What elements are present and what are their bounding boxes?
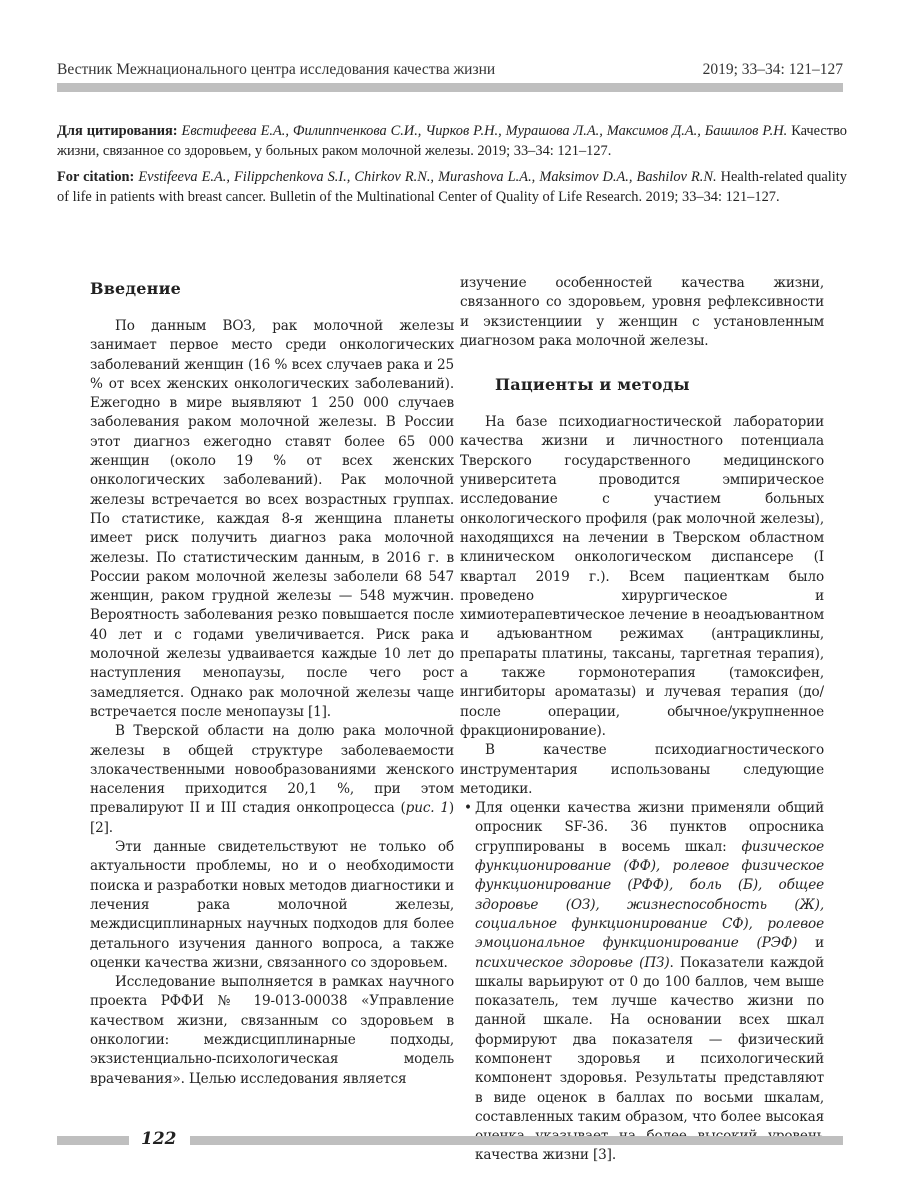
method-list — [460, 799, 824, 1166]
list-item — [460, 799, 824, 1166]
text-run: Для оценки качества жизни применяли общий опросник SF-36. 36 пунктов опросника сгруппированы в восемь шкал: — [475, 800, 824, 855]
citation-authors: Евстифеева Е.А., Филиппченкова С.И., Чирков Р.Н., Мурашова Л.А., Максимов Д.А., Башилов Р.Н. — [181, 123, 788, 139]
paragraph: В качестве психодиагностического инструментария использованы следующие методики. — [460, 742, 824, 797]
page-footer — [57, 1129, 843, 1153]
paragraph: На базе психодиагностической лаборатории качества жизни и личностного потенциала Тверского государственного медицинского университета проводится эмпирическое исследование с участием больных онкологического профиля (рак молочной железы), находящихся на лечении в Тверском областном клиническом онкологическом диспансере (I квартал 2019 г.). Всем пациенткам было проведено хирургическое и химиотерапевтическое лечение в неоадъювантном и адъювантном режимах (антрациклины, препараты платины, таксаны, таргетная терапия), а также гормонотерапия (тамоксифен, ингибиторы ароматазы) и лучевая терапия (до/после операции, обычное/укрупненное фракционирование). — [460, 414, 824, 739]
paragraph: Эти данные свидетельствуют не только об актуальности проблемы, но и о необходимости поиска и разработки новых методов диагностики и лечения рака молочной железы, междисциплинарных научных подходов для более детального изучения данного вопроса, а также оценки качества жизни, связанного со здоровьем. — [90, 839, 454, 971]
citation-russian — [57, 121, 847, 161]
paragraph: По данным ВОЗ, рак молочной железы занимает первое место среди онкологических заболеваний женщин (16 % всех случаев рака и 25 % от всех женских онкологических заболеваний). Ежегодно в мире выявляют 1 250 000 случаев заболевания раком молочной железы. В России этот диагноз ежегодно ставят более 65 000 женщин (около 19 % от всех женских онкологических заболеваний). Рак молочной железы встречается во всех возрастных группах. По статистике, каждая 8-я женщина планеты имеет риск получить диагноз рака молочной железы. По статистическим данным, в 2016 г. в России раком молочной железы заболели 68 547 женщин, раком грудной железы — 548 мужчин. Вероятность заболевания резко повышается после 40 лет и с годами увеличивается. Риск рака молочной железы удваивается каждые 10 лет до наступления менопаузы, после чего рост замедляется. Однако рак молочной железы чаще встречается после менопаузы [1]. — [90, 318, 454, 720]
text-run: ) [2]. — [90, 800, 455, 836]
page-number: 122 — [141, 1129, 177, 1149]
citation-label: Для цитирования: — [57, 123, 178, 139]
section-heading-introduction: Введение — [90, 279, 182, 298]
journal-title: Вестник Межнационального центра исследования качества жизни — [57, 61, 496, 78]
figure-reference: рис. 1 — [405, 800, 449, 817]
citation-english — [57, 167, 847, 207]
scale-names: физическое функционирование (ФФ), ролевое физическое функционирование (РФФ), боль (Б), общее здоровье (ОЗ), жизнеспособность (Ж), социальное функционирование СФ), ролевое эмоциональное функционирование (РЭФ) — [475, 838, 824, 952]
issue-info: 2019; 33–34: 121–127 — [702, 61, 843, 78]
header-rule — [57, 83, 843, 92]
citation-text: Health-related quality of life in patients with breast cancer. Bulletin of the Multinational Center of Quality of Life Research. 2019; 33–34: 121–127. — [57, 169, 847, 205]
text-run: В Тверской области на долю рака молочной железы в общей структуре заболеваемости злокачественными новообразованиями женского населения приходится 20,1 %, при этом превалируют II и III стадия онкопроцесса ( — [90, 723, 454, 817]
right-column — [460, 274, 824, 1166]
footer-rule-right — [190, 1136, 843, 1145]
citation-authors: Evstifeeva E.A., Filippchenkova S.I., Chirkov R.N., Murashova L.A., Maksimov D.A., Bashilov R.N. — [138, 169, 717, 185]
bullet-icon: • — [464, 800, 472, 817]
footer-rule-left — [57, 1136, 129, 1145]
text-run: . Показатели каждой шкалы варьируют от 0 до 100 баллов, чем выше показатель, тем лучше качество жизни по данной шкале. На основании всех шкал формируют два показателя — физический компонент здоровья и психологический компонент здоровья. Результаты представляют в виде оценок в баллах по восьми шкалам, составленных таким образом, что более высокая качества жизни [3]. — [475, 954, 824, 1164]
paragraph-continuation: изучение особенностей качества жизни, связанного со здоровьем, уровня рефлексивности и экзистенциии у женщин с установленным диагнозом рака молочной железы. — [460, 275, 824, 349]
paragraph — [90, 722, 454, 838]
section-heading-methods: Пациенты и методы — [495, 375, 690, 395]
scale-names: психическое здоровье (ПЗ) — [475, 954, 670, 971]
citation-text: Качество жизни, связанное со здоровьем, у больных раком молочной железы. 2019; 33–34: 121–127. — [57, 123, 847, 159]
text-run: и — [797, 935, 824, 952]
running-head — [57, 61, 843, 81]
paragraph: Исследование выполняется в рамках научного проекта РФФИ № 19-013-00038 «Управление качеством жизни, связанным со здоровьем в онкологии: междисциплинарные подходы, экзистенциально-психологическая модель врачевания». Целью исследования является — [90, 974, 454, 1087]
left-column — [90, 277, 454, 1089]
citation-label: For citation: — [57, 169, 135, 185]
